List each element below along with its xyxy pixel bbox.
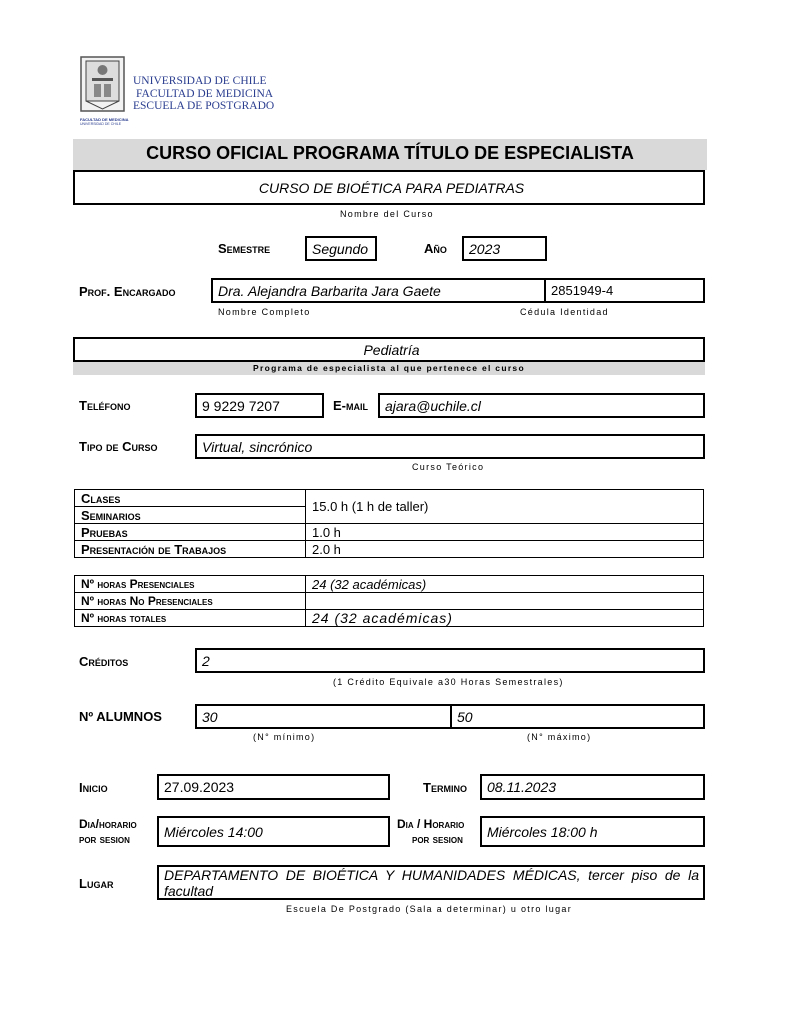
schedule-end-label-1: Dia / Horario	[397, 817, 465, 831]
program-field[interactable]	[73, 337, 705, 362]
place-label: Lugar	[79, 876, 114, 891]
course-type-label: Tipo de Curso	[79, 439, 158, 454]
credits-caption: (1 Crédito Equivale a30 Horas Semestrales)	[333, 677, 564, 687]
schedule-start-label-1: Dia/horario	[79, 817, 137, 831]
start-field[interactable]	[157, 774, 390, 800]
professor-name: Dra. Alejandra Barbarita Jara Gaete	[218, 283, 441, 299]
phone-field[interactable]	[195, 393, 324, 418]
faculty-name: FACULTAD DE MEDICINA	[136, 87, 274, 100]
place-field[interactable]	[157, 865, 705, 900]
presenciales-value[interactable]: 24 (32 académicas)	[306, 576, 704, 593]
email-field[interactable]	[378, 393, 705, 418]
logo-caption-2: UNIVERSIDAD DE CHILE	[80, 122, 122, 126]
professor-label: Prof. Encargado	[79, 284, 176, 299]
schedule-start-field[interactable]	[157, 816, 390, 847]
start-value: 27.09.2023	[164, 779, 235, 795]
professor-id-field[interactable]	[544, 278, 705, 303]
year-label: Año	[424, 241, 447, 256]
hours-table	[74, 489, 704, 558]
schedule-end-field[interactable]	[480, 816, 705, 847]
end-label: Termino	[423, 780, 467, 795]
presenciales-label: Nº horas Presenciales	[75, 576, 306, 593]
table-row	[75, 541, 704, 558]
students-max-caption: (N° máximo)	[527, 732, 592, 742]
table-row	[75, 593, 704, 610]
presentacion-value[interactable]: 2.0 h	[306, 541, 704, 558]
course-type-caption: Curso Teórico	[412, 462, 485, 472]
table-row	[75, 524, 704, 541]
year-value: 2023	[469, 241, 501, 257]
credits-field[interactable]	[195, 648, 705, 673]
seminarios-label: Seminarios	[75, 507, 306, 524]
phone-label: Teléfono	[79, 398, 131, 413]
course-name: CURSO DE BIOÉTICA PARA PEDIATRAS	[258, 180, 525, 196]
professor-id-caption: Cédula Identidad	[520, 307, 609, 317]
program-value: Pediatría	[363, 342, 420, 358]
table-row	[75, 610, 704, 627]
table-row	[75, 576, 704, 593]
phone-value: 9 9229 7207	[202, 398, 280, 414]
no-presenciales-value[interactable]	[306, 593, 704, 610]
schedule-start-label-2: por sesion	[79, 832, 130, 846]
students-max-field[interactable]	[450, 704, 705, 729]
program-caption: Programa de especialista al que pertenece el curso	[253, 363, 525, 373]
course-name-caption: Nombre del Curso	[340, 209, 434, 219]
professor-id: 2851949-4	[551, 283, 614, 298]
email-value: ajara@uchile.cl	[385, 398, 481, 414]
pruebas-label: Pruebas	[75, 524, 306, 541]
course-name-field[interactable]	[73, 170, 705, 205]
logo-caption-1: FACULTAD DE MEDICINA	[80, 117, 129, 122]
place-value: DEPARTAMENTO DE BIOÉTICA Y HUMANIDADES MÉDICAS, tercer piso de la facultad	[164, 867, 699, 899]
schedule-end-value: Miércoles 18:00 h	[487, 824, 598, 840]
school-name: ESCUELA DE POSTGRADO	[133, 100, 275, 112]
credits-value: 2	[202, 653, 210, 669]
students-label: Nº ALUMNOS	[79, 709, 162, 724]
university-name: UNIVERSIDAD DE CHILE	[133, 75, 267, 87]
table-row	[75, 490, 704, 507]
clases-seminarios-value[interactable]: 15.0 h (1 h de taller)	[306, 490, 704, 524]
start-label: Inicio	[79, 780, 108, 795]
university-seal-icon	[80, 56, 125, 112]
pruebas-value[interactable]: 1.0 h	[306, 524, 704, 541]
course-type-value: Virtual, sincrónico	[202, 439, 313, 455]
university-logo	[80, 56, 129, 126]
presentacion-label: Presentación de Trabajos	[75, 541, 306, 558]
professor-name-caption: Nombre Completo	[218, 307, 311, 317]
course-type-field[interactable]	[195, 434, 705, 459]
page-title: CURSO OFICIAL PROGRAMA TÍTULO DE ESPECIALISTA	[146, 143, 634, 163]
end-field[interactable]	[480, 774, 705, 800]
no-presenciales-label: Nº horas No Presenciales	[75, 593, 306, 610]
totals-table	[74, 575, 704, 627]
schedule-end-label-2: por sesion	[412, 832, 463, 846]
students-max-value: 50	[457, 709, 473, 725]
students-min-field[interactable]	[195, 704, 452, 729]
year-field[interactable]	[462, 236, 547, 261]
email-label: E-mail	[333, 398, 368, 413]
professor-name-field[interactable]	[211, 278, 546, 303]
semester-field[interactable]	[305, 236, 377, 261]
students-min-caption: (N° mínimo)	[253, 732, 316, 742]
credits-label: Créditos	[79, 654, 129, 669]
students-min-value: 30	[202, 709, 218, 725]
semester-label: Semestre	[218, 241, 271, 256]
semester-value: Segundo	[312, 241, 369, 257]
end-value: 08.11.2023	[487, 779, 557, 795]
totales-value[interactable]: 24 (32 académicas)	[306, 610, 704, 627]
place-caption: Escuela De Postgrado (Sala a determinar) u otro lugar	[286, 904, 573, 914]
totales-label: Nº horas totales	[75, 610, 306, 627]
clases-label: Clases	[75, 490, 306, 507]
schedule-start-value: Miércoles 14:00	[164, 824, 263, 840]
